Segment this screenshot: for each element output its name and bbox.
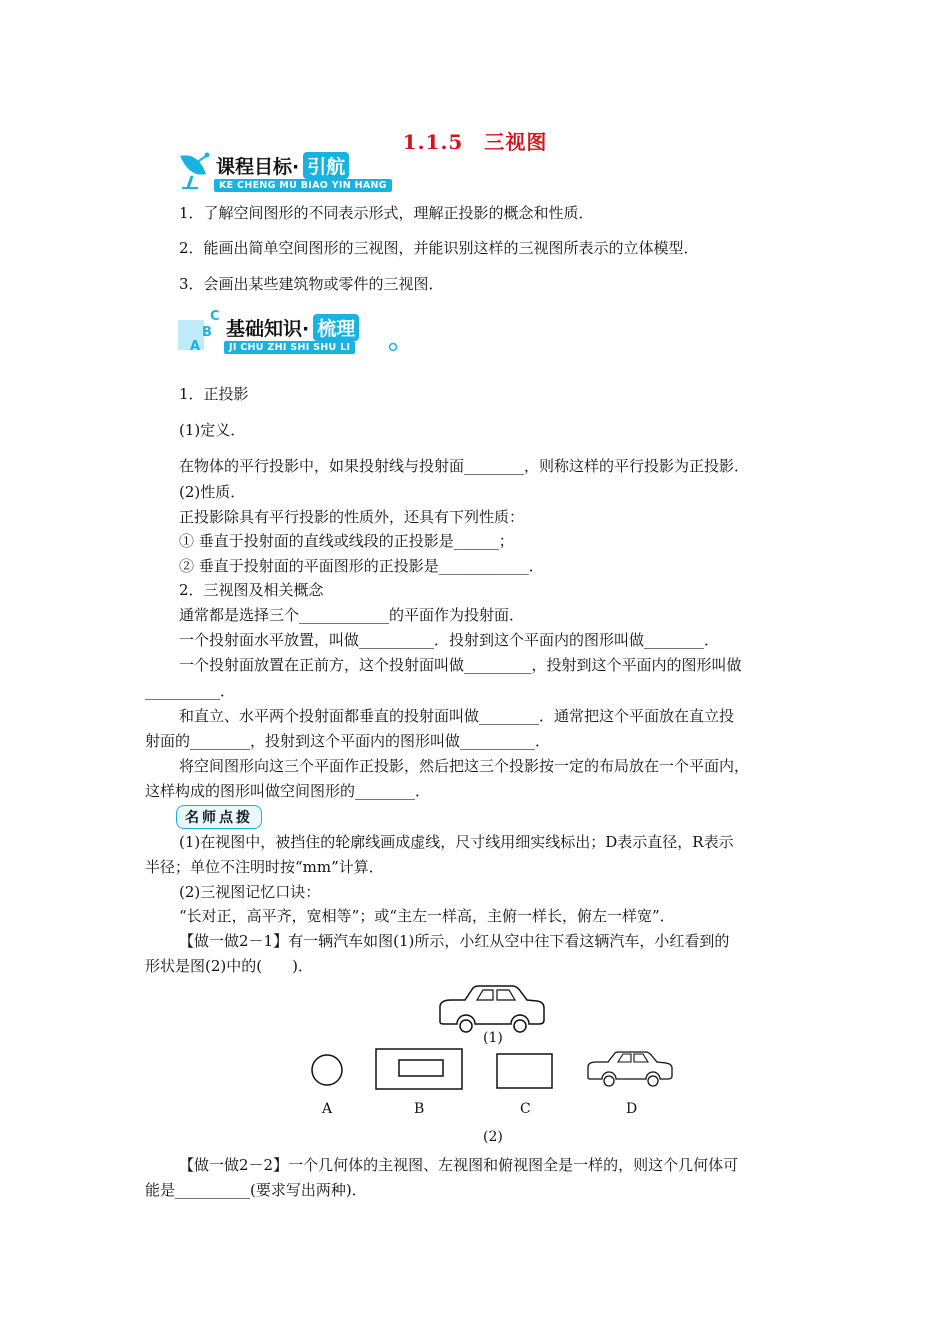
- body-line: ② 垂直于投射面的平面图形的正投影是____________．: [179, 557, 544, 575]
- goal-item: 3．会画出某些建筑物或零件的三视图．: [179, 275, 444, 293]
- exercise-line: 【做一做2－1】有一辆汽车如图(1)所示，小红从空中往下看这辆汽车，小红看到的: [179, 932, 730, 950]
- exercise-line: 形状是图(2)中的( )．: [145, 957, 313, 975]
- option-label-d: D: [626, 1101, 638, 1117]
- banner-pinyin: KE CHENG MU BIAO YIN HANG: [214, 179, 392, 192]
- body-line: 射面的________，投射到这个平面内的图形叫做__________．: [145, 732, 551, 750]
- page-title: 1.1.5 三视图: [402, 130, 548, 154]
- option-d-car: [586, 1050, 676, 1094]
- basic-knowledge-banner: [176, 306, 406, 356]
- body-line: 在物体的平行投影中，如果投射线与投射面________，则称这样的平行投影为正投影．: [179, 457, 750, 475]
- tip-line: (2)三视图记忆口诀：: [179, 883, 321, 901]
- circle-decoration-icon: [388, 342, 398, 352]
- banner-pinyin: JI CHU ZHI SHI SHU LI: [224, 341, 355, 354]
- tip-line: 半径；单位不注明时按“mm”计算．: [145, 858, 384, 876]
- abc-blocks-icon: [176, 306, 224, 354]
- subsection-heading: (1)定义．: [179, 421, 246, 439]
- option-label-b: B: [414, 1101, 425, 1117]
- body-line: 这样构成的图形叫做空间图形的________．: [145, 782, 431, 800]
- body-line: 将空间图形向这三个平面作正投影，然后把这三个投影按一定的布局放在一个平面内，: [179, 757, 750, 775]
- option-label-a: A: [322, 1101, 333, 1117]
- body-line: __________．: [145, 682, 236, 700]
- svg-text:B: B: [202, 325, 212, 340]
- figure-caption: (1): [483, 1030, 503, 1046]
- banner-title: 基础知识· 梳理: [226, 314, 359, 341]
- section-heading: 1．正投影: [179, 385, 249, 403]
- satellite-dish-icon: [176, 148, 216, 192]
- goal-item: 1．了解空间图形的不同表示形式，理解正投影的概念和性质．: [179, 204, 594, 222]
- tip-line: “长对正，高平齐，宽相等”；或“主左一样高，主俯一样长，俯左一样宽”．: [179, 907, 675, 925]
- body-line: 一个投射面放置在正前方，这个投射面叫做_________，投射到这个平面内的图形叫做: [179, 656, 742, 674]
- body-line: 正投影除具有平行投影的性质外，还具有下列性质：: [179, 508, 525, 526]
- exercise-line: 【做一做2－2】一个几何体的主视图、左视图和俯视图全是一样的，则这个几何体可: [179, 1156, 739, 1174]
- subsection-heading: (2)性质．: [179, 483, 246, 501]
- figure-caption: (2): [483, 1129, 503, 1145]
- svg-text:C: C: [210, 309, 220, 324]
- section-heading: 2．三视图及相关概念: [179, 581, 324, 599]
- option-b-nested-rectangles: [375, 1048, 465, 1092]
- body-line: ① 垂直于投射面的直线或线段的正投影是______；: [179, 532, 514, 550]
- svg-text:A: A: [190, 339, 201, 354]
- option-label-c: C: [520, 1101, 531, 1117]
- option-c-rectangle: [495, 1052, 555, 1092]
- option-a-circle: [309, 1052, 345, 1088]
- body-line: 一个投射面水平放置，叫做__________．投射到这个平面内的图形叫做________．: [179, 631, 720, 649]
- goal-item: 2．能画出简单空间图形的三视图，并能识别这样的三视图所表示的立体模型．: [179, 239, 699, 257]
- body-line: 和直立、水平两个投射面都垂直的投射面叫做________．通常把这个平面放在直立投: [179, 707, 735, 725]
- exercise-line: 能是__________(要求写出两种)．: [145, 1181, 367, 1199]
- body-line: 通常都是选择三个____________的平面作为投射面．: [179, 606, 525, 624]
- course-goals-banner: [176, 148, 396, 194]
- tip-badge: 名师点拨: [176, 805, 262, 829]
- tip-line: (1)在视图中，被挡住的轮廓线画成虚线，尺寸线用细实线标出；D表示直径，R表示: [179, 833, 734, 851]
- banner-title: 课程目标· 引航: [216, 152, 349, 179]
